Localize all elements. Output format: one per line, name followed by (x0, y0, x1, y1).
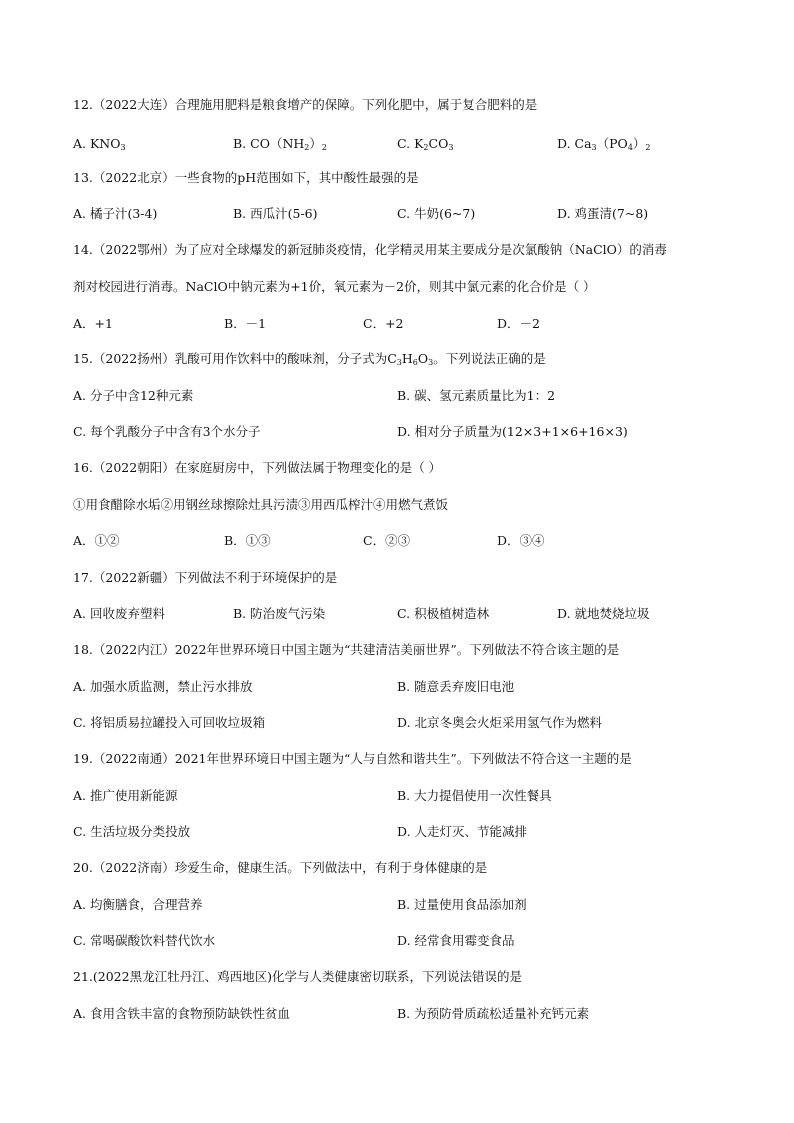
q15-option-a: A. 分子中含12种元素 (73, 388, 194, 403)
question-14-stem-line1: 14.（2022鄂州）为了应对全球爆发的新冠肺炎疫情，化学精灵用某主要成分是次氯酸钠（NaClO）的消毒 (73, 242, 667, 257)
q19-option-c: C. 生活垃圾分类投放 (73, 824, 191, 839)
q20-option-d: D. 经常食用霉变食品 (397, 933, 515, 948)
q21-option-b: B. 为预防骨质疏松适量补充钙元素 (397, 1006, 590, 1021)
q17-option-c: C. 积极植树造林 (397, 606, 490, 621)
question-20-stem: 20.（2022济南）珍爱生命，健康生活。下列做法中，有利于身体健康的是 (73, 860, 488, 875)
q20-option-c: C. 常喝碳酸饮料替代饮水 (73, 933, 216, 948)
question-17-stem: 17.（2022新疆）下列做法不利于环境保护的是 (73, 570, 338, 585)
q16-option-d: D．③④ (497, 533, 545, 548)
q15-option-c: C. 每个乳酸分子中含有3个水分子 (73, 424, 261, 439)
question-19-stem: 19.（2022南通）2021年世界环境日中国主题为“人与自然和谐共生”。下列做法不符合这一主题的是 (73, 751, 632, 766)
q12-option-b: B. $CO(NH_2)_2$ (233, 136, 327, 152)
question-16-statements: ①用食醋除水垢②用钢丝球擦除灶具污渍③用西瓜榨汁④用燃气煮饭 (73, 497, 449, 512)
q14-option-a: A．+1 (73, 316, 113, 331)
q15-option-b: B. 碳、氢元素质量比为1：2 (397, 388, 556, 403)
q19-option-d: D. 人走灯灭、节能减排 (397, 824, 528, 839)
q13-option-c: C. 牛奶(6~7) (397, 206, 476, 221)
q17-option-b: B. 防治废气污染 (233, 606, 326, 621)
q16-option-a: A．①② (73, 533, 120, 548)
q13-option-a: A. 橘子汁(3-4) (73, 206, 158, 221)
q15-option-d: D. 相对分子质量为(12×3+1×6+16×3) (397, 424, 628, 439)
q13-option-d: D. 鸡蛋清(7~8) (557, 206, 649, 221)
q18-option-b: B. 随意丢弃废旧电池 (397, 679, 515, 694)
q20-option-a: A. 均衡膳食，合理营养 (73, 897, 203, 912)
q14-option-b: B．－1 (224, 316, 267, 331)
q17-option-a: A. 回收废弃塑料 (73, 606, 165, 621)
q12-option-c: C. $K_2CO_3$ (397, 136, 454, 152)
question-15-stem: 15.（2022扬州）乳酸可用作饮料中的酸味剂，分子式为$C_3H_6O_3$。下列说法正确的是 (73, 351, 546, 367)
q12-option-d: D. $Ca_3(PO_4)_2$ (557, 136, 651, 152)
q18-option-c: C. 将铝质易拉罐投入可回收垃圾箱 (73, 715, 266, 730)
q19-option-a: A. 推广使用新能源 (73, 788, 178, 803)
question-12-stem: 12.（2022大连）合理施用肥料是粮食增产的保障。下列化肥中，属于复合肥料的是 (73, 97, 538, 112)
q21-option-a: A. 食用含铁丰富的食物预防缺铁性贫血 (73, 1006, 290, 1021)
question-13-stem: 13.（2022北京）一些食物的pH范围如下，其中酸性最强的是 (73, 170, 419, 185)
question-18-stem: 18.（2022内江）2022年世界环境日中国主题为“共建清洁美丽世界”。下列做法不符合该主题的是 (73, 642, 620, 657)
question-21-stem: 21.(2022黑龙江牡丹江、鸡西地区)化学与人类健康密切联系，下列说法错误的是 (73, 969, 522, 984)
q19-option-b: B. 大力提倡使用一次性餐具 (397, 788, 552, 803)
q14-option-c: C．+2 (363, 316, 404, 331)
q14-option-d: D．－2 (497, 316, 540, 331)
q16-option-b: B．①③ (224, 533, 271, 548)
question-16-stem: 16.（2022朝阳）在家庭厨房中，下列做法属于物理变化的是（ ） (73, 460, 442, 475)
question-14-stem-line2: 剂对校园进行消毒。NaClO中钠元素为+1价，氧元素为－2价，则其中氯元素的化合价是（ ） (73, 279, 596, 294)
q20-option-b: B. 过量使用食品添加剂 (397, 897, 527, 912)
q18-option-a: A. 加强水质监测，禁止污水排放 (73, 679, 253, 694)
q16-option-c: C．②③ (363, 533, 411, 548)
q12-option-a: A. $KNO_3$ (73, 136, 126, 152)
q18-option-d: D. 北京冬奥会火炬采用氢气作为燃料 (397, 715, 603, 730)
q13-option-b: B. 西瓜汁(5-6) (233, 206, 318, 221)
q17-option-d: D. 就地焚烧垃圾 (557, 606, 650, 621)
